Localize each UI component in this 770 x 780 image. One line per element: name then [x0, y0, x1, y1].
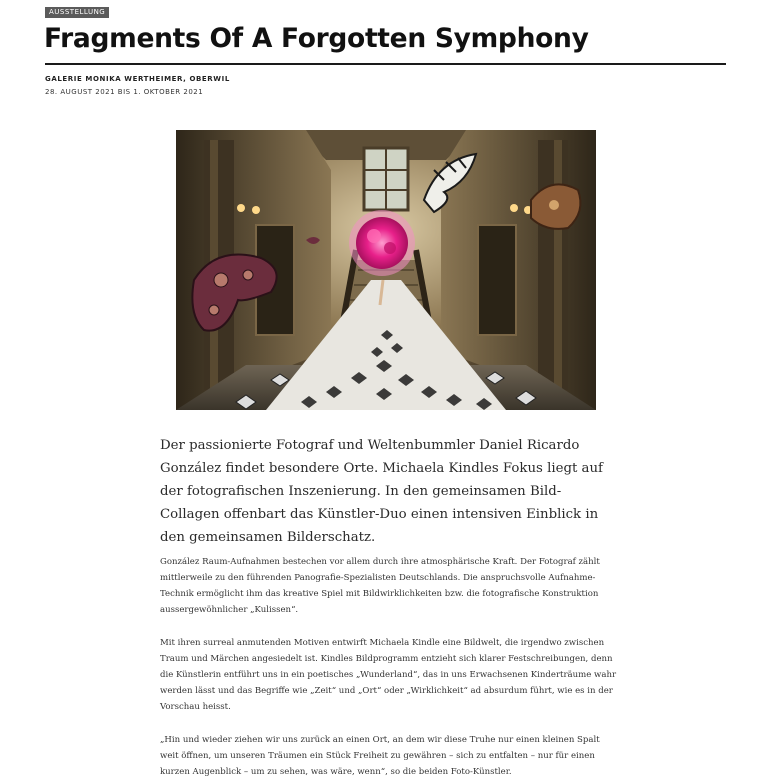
article-paragraph: González Raum-Aufnahmen bestechen vor allem durch ihre atmosphärische Kraft. Der Fotograf zählt mittlerweile zu den führenden Panografie-Spezialisten Deutschlands. Die anspruchsvolle Aufnahme-Technik ermöglicht ihm das kreative Spiel mit Bildwirklichkeiten bzw. die fotografische Konstruktion aussergewöhnlicher „Kulissen“. [160, 557, 600, 615]
exhibition-dates: 28. AUGUST 2021 BIS 1. OKTOBER 2021 [45, 88, 204, 96]
category-tag[interactable]: AUSSTELLUNG [45, 7, 109, 18]
article-paragraph: Mit ihren surreal anmutenden Motiven entwirft Michaela Kindle eine Bildwelt, die irgendwo zwischen Traum und Märchen angesiedelt ist. Kindles Bildprogramm entzieht sich klarer Festschreibungen, denn die Künstlerin entführt uns in ein poetisches „Wunderland“, das in uns Erwachsenen Kinderträume wahr werden lässt und das Begriffe wie „Zeit“ und „Ort“ oder „Wirklichkeit“ ad absurdum führt, wie es in der Vorschau heisst. [160, 638, 617, 712]
article-paragraph: „Hin und wieder ziehen wir uns zurück an einen Ort, an dem wir diese Truhe nur einen kleinen Spalt weit öffnen, um unseren Träumen ein Stück Freiheit zu gewähren – sich zu entfalten – nur für einen kurzen Augenblick – um zu sehen, was wäre, wenn“, so die beiden Foto-Künstler. [160, 735, 600, 777]
article-title: Fragments Of A Forgotten Symphony [44, 23, 589, 54]
title-divider [45, 63, 726, 65]
venue-name: GALERIE MONIKA WERTHEIMER, OBERWIL [45, 75, 230, 83]
article-lead: Der passionierte Fotograf und Weltenbummler Daniel Ricardo González findet besondere Orte. Michaela Kindles Fokus liegt auf der fotografischen Inszenierung. In den gemeinsamen Bild-Collagen offenbart das Künstler-Duo einen intensiven Einblick in den gemeinsamen Bilderschatz. [160, 438, 603, 545]
exhibition-artwork-image [176, 130, 596, 410]
